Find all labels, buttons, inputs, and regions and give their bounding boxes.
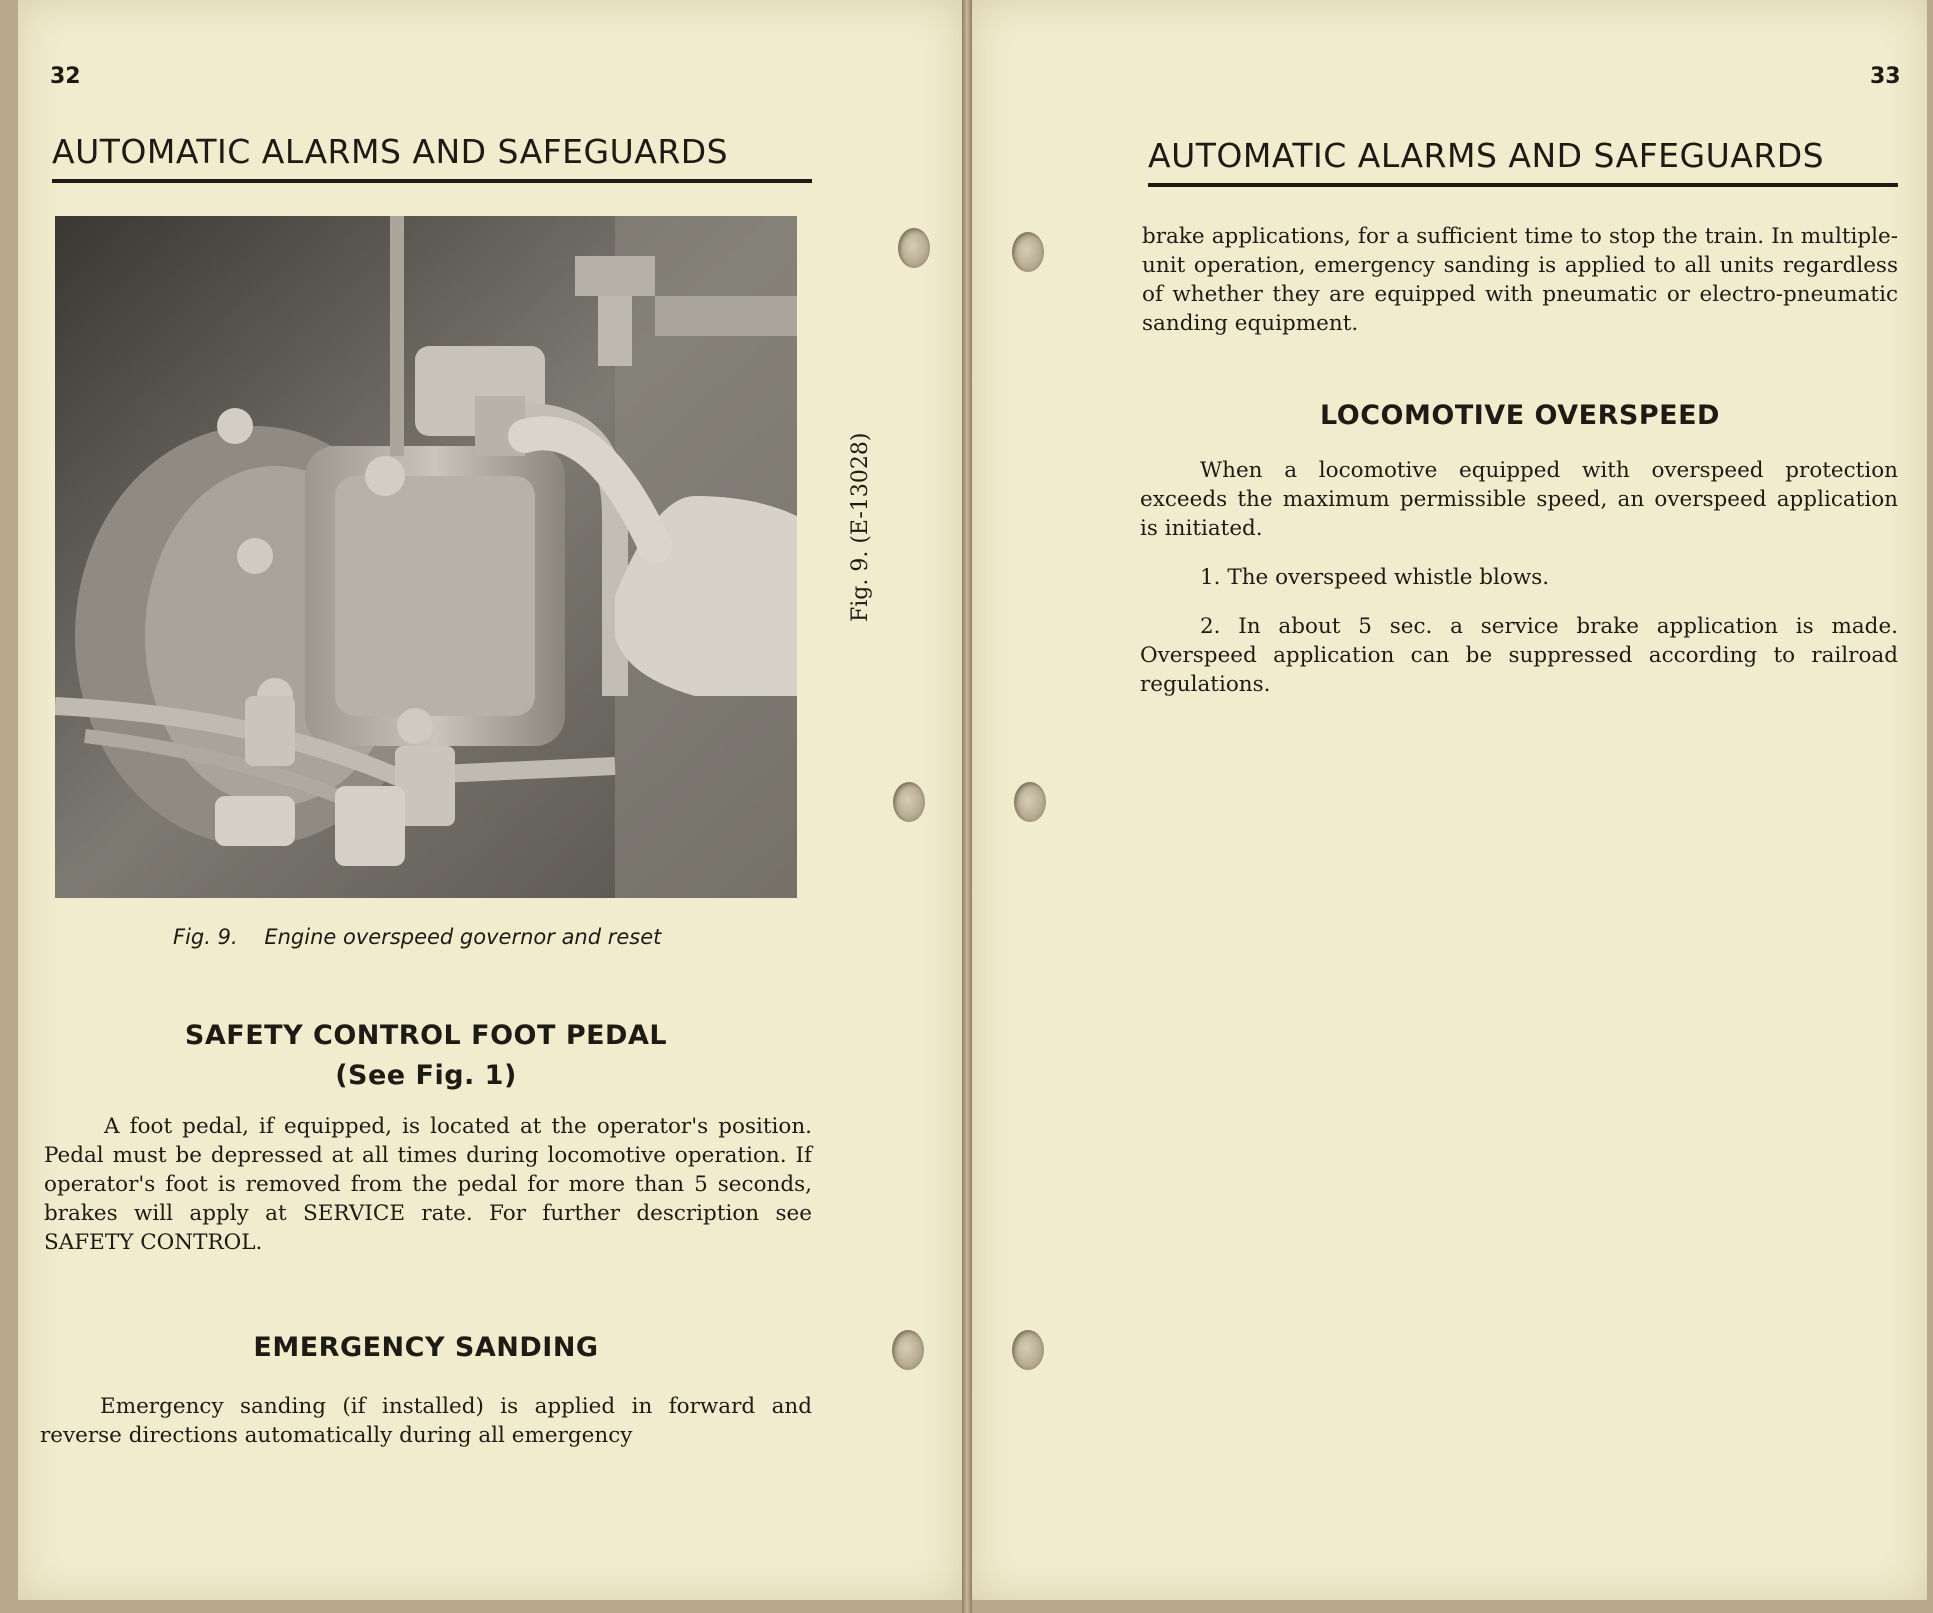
page-number: 33 bbox=[1870, 64, 1901, 89]
section-body bbox=[44, 1112, 812, 1257]
page-number: 32 bbox=[50, 64, 81, 89]
figure-caption-number: Fig. 9. bbox=[173, 925, 238, 949]
paragraph: brake applications, for a sufficient time to stop the train. In multiple-unit operation, emergency sanding is applied to all units regardless of whether they are equipped with pneumatic or electro-pneumatic sanding equipment. bbox=[1142, 224, 1898, 336]
section-title: LOCOMOTIVE OVERSPEED bbox=[1320, 400, 1720, 431]
figure-caption-text: Engine overspeed governor and reset bbox=[264, 925, 662, 949]
left-page bbox=[18, 0, 962, 1600]
paragraph: A foot pedal, if equipped, is located at the operator's position. Pedal must be depressed at all times during locomotive operation. If operator's foot is removed from the pedal for more than 5 seconds, brakes will apply at SERVICE rate. For further description see SAFETY CONTROL. bbox=[44, 1114, 812, 1255]
figure-caption bbox=[173, 925, 661, 949]
section-body bbox=[40, 1392, 812, 1450]
paragraph: When a locomotive equipped with overspeed protection exceeds the maximum permissible speed, an overspeed application is initiated. bbox=[1140, 458, 1898, 541]
list-item: 1. The overspeed whistle blows. bbox=[1200, 565, 1550, 590]
section-body bbox=[1140, 456, 1898, 699]
figure-side-label: Fig. 9. (E-13028) bbox=[848, 432, 873, 622]
list-item: 2. In about 5 sec. a service brake application is made. Overspeed application can be suppressed according to railroad regulations. bbox=[1140, 614, 1898, 697]
binder-hole bbox=[892, 1330, 924, 1370]
binder-hole bbox=[1014, 782, 1046, 822]
figure-photo bbox=[55, 216, 797, 898]
binder-hole bbox=[1012, 1330, 1044, 1370]
binder-hole bbox=[893, 782, 925, 822]
engine-governor-photo bbox=[55, 216, 797, 898]
binder-hole bbox=[1012, 232, 1044, 272]
section-subtitle: (See Fig. 1) bbox=[335, 1060, 517, 1091]
binder-hole bbox=[898, 228, 930, 268]
page-heading: AUTOMATIC ALARMS AND SAFEGUARDS bbox=[1148, 136, 1898, 187]
book-gutter bbox=[962, 0, 972, 1613]
section-title: EMERGENCY SANDING bbox=[253, 1332, 599, 1363]
section-title: SAFETY CONTROL FOOT PEDAL bbox=[184, 1020, 668, 1051]
right-page bbox=[972, 0, 1927, 1600]
continued-text bbox=[1142, 222, 1898, 338]
paragraph: Emergency sanding (if installed) is applied in forward and reverse directions automatically during all emergency bbox=[40, 1394, 812, 1448]
page-heading: AUTOMATIC ALARMS AND SAFEGUARDS bbox=[52, 132, 812, 183]
